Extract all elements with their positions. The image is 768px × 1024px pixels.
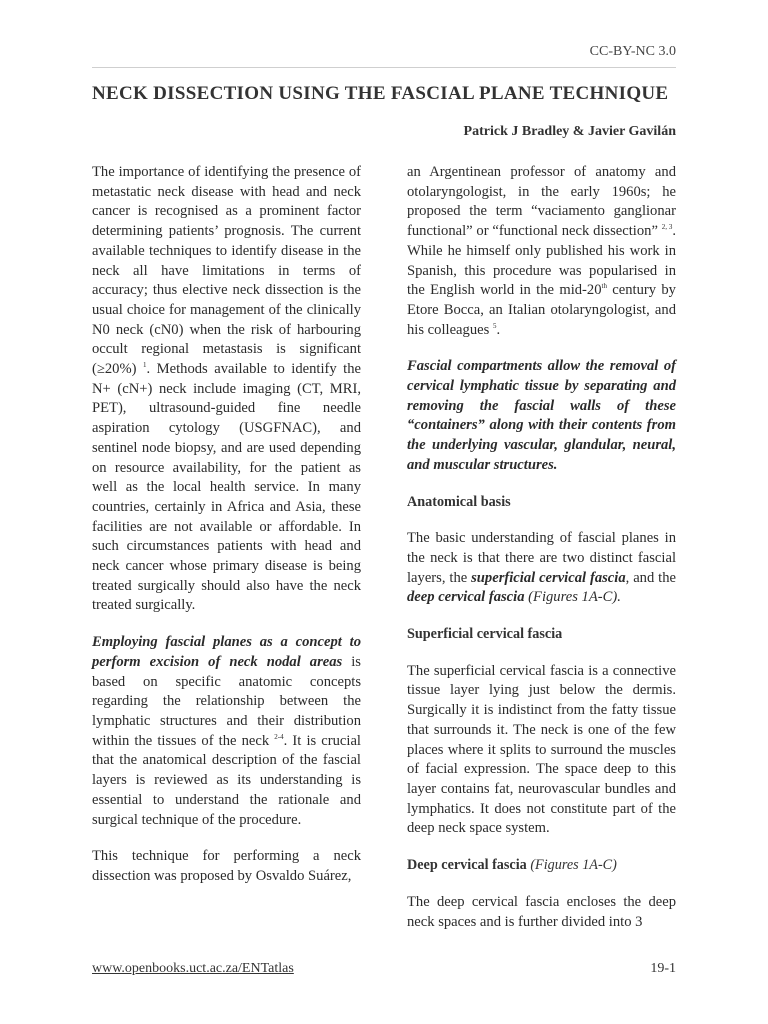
heading-deep-fascia: Deep cervical fascia (Figures 1A-C)	[407, 857, 617, 874]
paragraph-history-cont: an Argentinean professor of anatomy and otolaryngologist, in the early 1960s; he proposed the term “vaciamento ganglionar functional” or “functional neck dissection” $^{2, 3}$. While he himself only published his work in Spanish, this procedure was popularised in the English world in the mid-20th century by Etore Bocca, an Italian otolaryngologist, and his colleagues $^5$.	[407, 164, 676, 338]
paragraph-intro: The importance of identifying the presence of metastatic neck disease with head and neck cancer is recognised as a prominent factor determining patients’ prognosis. The current available techniques to identify disease in the neck all have limitations in terms of accuracy; thus elective neck dissection is the usual choice for management of the clinically N0 neck (cN0) when the risk of harbouring occult regional metastasis is significant (≥20%) $^1$. Methods available to identify the N+ (cN+) neck include imaging (CT, MRI, PET), ultrasound-guided fine needle aspiration cytology (USGFNAC), and sentinel node biopsy, and are used depending on resource availability, for the patient as well as the local health service. In many countries, certainly in Africa and Asia, these facilities are not available or affordable. In such circumstances patients with head and neck cancer whose primary disease is being treated surgically should also have the neck treated surgically.	[92, 164, 361, 614]
left-column	[92, 163, 361, 904]
footer-link[interactable]: www.openbooks.uct.ac.za/ENTatlas	[92, 961, 294, 976]
figure-ref: (Figures 1A-C)	[530, 857, 617, 874]
paragraph-superficial-fascia: The superficial cervical fascia is a connective tissue layer lying just below the dermis. Surgically it is indistinct from the fatty tissue that surrounds it. The neck is one of the few places where it splits to surround the muscles of facial expression. The space deep to this layer contains fat, neurovascular bundles and lymphatics. It does not constitute part of the deep neck space system.	[407, 662, 676, 837]
emphasis-text: Fascial compartments allow the removal of cervical lymphatic tissue by separating and removing the fascial walls of these “containers” along with their contents from the underlying vascular, glandular, neural, and muscular structures.	[407, 358, 676, 473]
figure-ref: (Figures 1A-C).	[524, 589, 621, 606]
citation-ref: 2-4	[274, 732, 284, 741]
paragraph-anatomical-basis: The basic understanding of fascial planes in the neck is that there are two distinct fascial layers, the superficial cervical fascia, and the deep cervical fascia (Figures 1A-C).	[407, 530, 676, 606]
author-line: Patrick J Bradley & Javier Gavilán	[463, 124, 676, 139]
paragraph-fascial-compartments	[407, 357, 676, 475]
citation-ref: 2, 3	[661, 223, 673, 232]
article-title: NECK DISSECTION USING THE FASCIAL PLANE TECHNIQUE	[92, 83, 669, 104]
citation-ref: 5	[492, 321, 497, 330]
ordinal-suffix: th	[601, 282, 607, 291]
term-superficial-fascia: superficial cervical fascia	[471, 569, 626, 586]
license-label: CC-BY-NC 3.0	[589, 44, 676, 59]
page-number: 19-1	[650, 961, 676, 976]
right-column	[407, 163, 676, 949]
paragraph-history: This technique for performing a neck dissection was proposed by Osvaldo Suárez,	[92, 848, 361, 884]
citation-ref: 1	[143, 361, 147, 370]
paragraph-deep-fascia: The deep cervical fascia encloses the deep neck spaces and is further divided into 3	[407, 893, 676, 930]
heading-superficial-fascia: Superficial cervical fascia	[407, 626, 563, 643]
header-divider	[92, 67, 676, 68]
emphasis-text: Employing fascial planes as a concept to perform excision of neck nodal areas	[92, 634, 361, 670]
paragraph-fascial-concept: Employing fascial planes as a concept to perform excision of neck nodal areas is based on specific anatomic concepts regarding the relationship between the lymphatic structures and their distribution within the tissues of the neck $^{2-4}$. It is crucial that the anatomical description of the fascial layers is reviewed as its understanding is essential to understand the rationale and surgical technique of the procedure.	[92, 634, 361, 828]
term-deep-fascia: deep cervical fascia	[407, 589, 525, 606]
heading-anatomical-basis: Anatomical basis	[407, 493, 511, 510]
